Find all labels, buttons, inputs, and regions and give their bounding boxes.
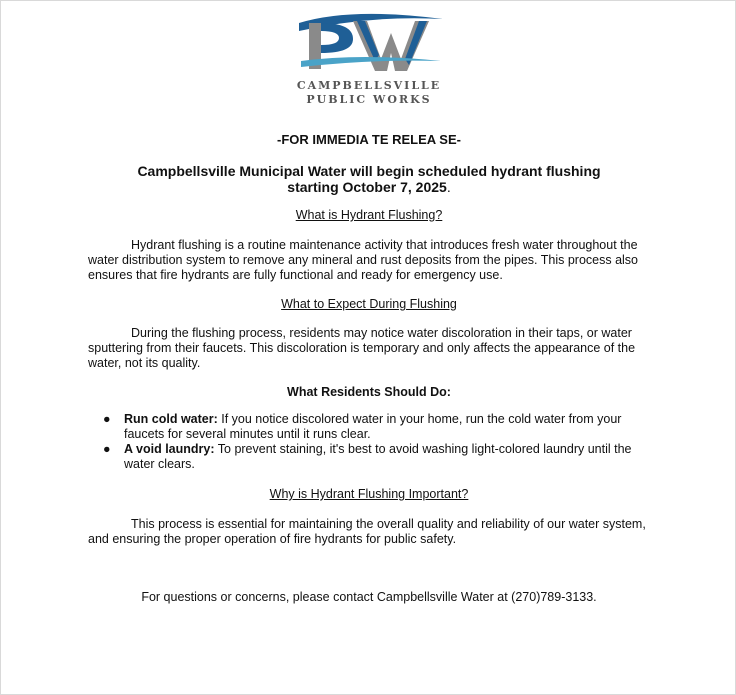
bullet-lead: A void laundry: [124,442,215,456]
section-title-residents: What Residents Should Do: [287,385,451,399]
list-item [101,442,661,472]
headline-text: Campbellsville Municipal Water will begin scheduled hydrant flushing starting October 7, 2025 [137,163,601,195]
list-item [101,412,661,442]
section-title-why: Why is Hydrant Flushing Important? [269,487,469,501]
paragraph-what-is [88,238,653,283]
bullet-lead: Run cold water: [124,412,218,426]
paragraph-expect [88,326,653,371]
bullet-dot-icon: ● [103,442,111,456]
section-title-expect: What to Expect During Flushing [281,297,457,311]
section-title-what-is: What is Hydrant Flushing? [295,208,443,222]
bullet-dot-icon: ● [103,412,111,426]
headline [131,163,607,195]
contact-line: For questions or concerns, please contact Campbellsville Water at (270)789-3133. [141,590,597,604]
org-name-line2: PUBLIC WORKS [306,93,432,106]
paragraph-expect-text: During the flushing process, residents may notice water discoloration in their taps, or water sputtering from their faucets. This discoloration is temporary and only affects the appearance of the water, not its quality. [88,326,636,370]
residents-bullet-list [101,412,661,472]
bullet-text: To prevent staining, it's best to avoid washing light-colored laundry until the water clears. [124,442,632,471]
org-name-line1: CAMPBELLSVILLE [296,79,442,92]
pw-logo-mark-icon [291,9,451,79]
headline-end: . [446,179,451,195]
bullet-text: If you notice discolored water in your home, run the cold water from your faucets for several minutes until it runs clear. [124,412,622,441]
release-label: -FOR IMMEDIA TE RELEA SE- [277,132,461,147]
paragraph-what-is-text: Hydrant flushing is a routine maintenance activity that introduces fresh water throughout the water distribution system to remove any mineral and rust deposits from the pipes. This process also ensures that fire hydrants are fully functional and ready for emergency use. [88,238,639,282]
paragraph-why-text: This process is essential for maintaining the overall quality and reliability of our water system, and ensuring the proper operation of fire hydrants for public safety. [88,517,646,546]
paragraph-why [88,517,653,547]
